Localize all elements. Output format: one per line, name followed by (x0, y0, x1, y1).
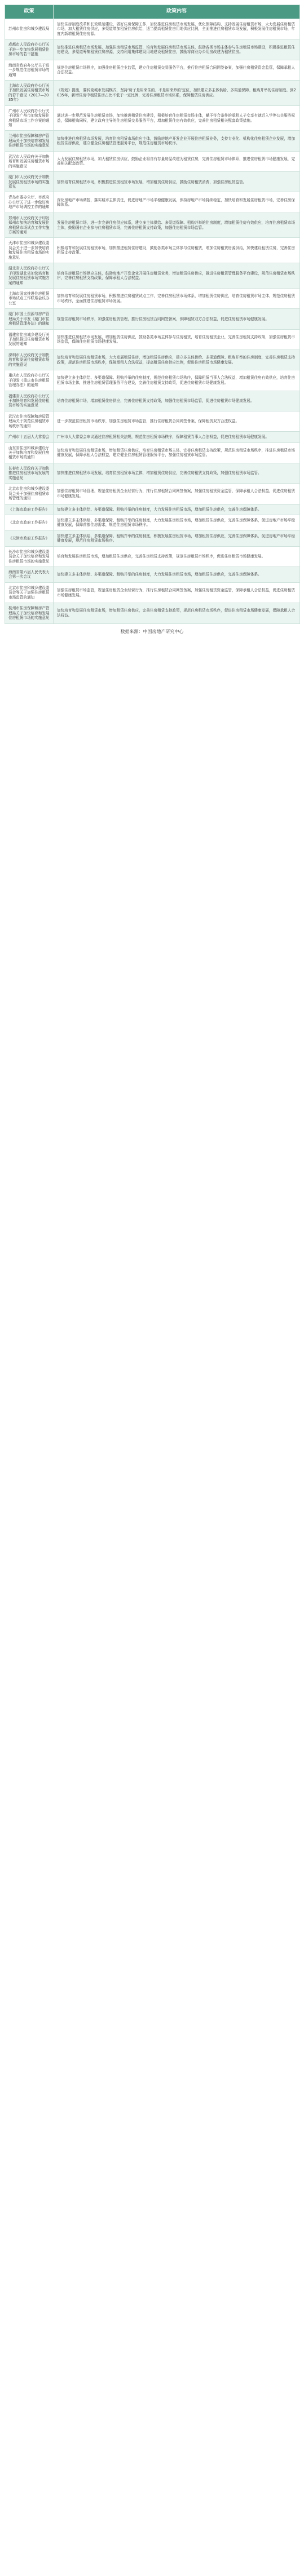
table-row (5, 603, 300, 623)
policy-content: 加快建立多主体供给、多渠道保障、租购并举的住房制度，积极发展住房租赁市场，增加租赁住房供应，完善住房保障体系，促进房地产市场平稳健康发展，规范住房租赁市场秩序。 (54, 530, 300, 546)
policy-document: 海南省政府办公厅关于进一步规范住房租赁市场的通知 (5, 60, 54, 80)
policy-content: 加快建立多主体供给、多渠道保障、租购并举的住房制度，大力发展住房租赁市场，增加租赁住房供应，完善住房保障体系，促进房地产市场平稳健康发展，保障首都住房需求，规范住房租赁市场秩序。 (54, 515, 300, 530)
policy-content: 发展住房租赁市场，进一步完善住房供应体系，建立多主体供给、多渠道保障、租购并举的住房制度，增加租赁住房有效供应，培育住房租赁市场主体，鼓励国有企业参与住房租赁市场，完善住房租赁支持政策，加强住房租赁市场监管。 (54, 213, 300, 238)
policy-content: 加快培育和发展住房租赁市场，增加租赁住房供应，完善住房租赁支持政策，规范住房租赁市场秩序，促进住房租赁市场健康发展，保障承租人合法权益。 (54, 603, 300, 623)
policy-document: 武汉市人民政府关于加快培育和发展住房租赁市场的实施意见 (5, 151, 54, 171)
table-row (5, 349, 300, 370)
policy-content: 加快建立多主体供给、多渠道保障、租购并举的住房制度，大力发展住房租赁市场，增加租赁住房供应，完善住房保障体系。 (54, 567, 300, 583)
policy-content: 加快培育住房租赁市场，积极推进住房租赁市场发展，增加租赁住房供应，鼓励住房租赁消费，加强住房租赁监管。 (54, 172, 300, 192)
policy-content: 加快住房制度改革和长效机制建设，做好住房保障工作，加快推进住房租赁市场发展，优化保障结构，支持发展住房租赁市场，大力发展住房租赁市场，加大租赁住房供应，多渠道增加租赁住房供给，适当提高租赁住房用地供应比例，全面推进住房租赁市场发展，积极发展住房租赁市场，年度内新增租赁住房房源。 (54, 19, 300, 39)
table-row (5, 19, 300, 39)
table-row (5, 80, 300, 105)
policy-content: 加强住房租赁市场监管，规范住房租赁企业经营行为，推行住房租赁合同网签备案，加强住房租赁资金监管，保障承租人合法权益，促进住房租赁市场健康发展。 (54, 582, 300, 603)
policy-content: 深化房地产市场调控，落实城市主体责任，促进房地产市场平稳健康发展，保持房地产市场持续稳定，加快培育和发展住房租赁市场，完善住房保障体系。 (54, 192, 300, 213)
policy-content: 《规划》提出，要转变城市发展模式，坚持‘房子是用来住的、不是用来炒的’定位，加快建立多主体供给、多渠道保障、租购并举的住房制度。到2035年，新增住房中租赁住房占比不低于一定比例，完善住房租赁市场体系，保障租赁住房供应。 (54, 80, 300, 105)
policy-content: 加强住房租赁市场管理，规范住房租赁企业经营行为，推行住房租赁合同网签备案，加强住房租赁资金监管，保障承租人合法权益，促进住房租赁市场健康发展。 (54, 484, 300, 504)
policy-content: 加快培育和发展住房租赁市场，积极推进住房租赁试点工作，完善住房租赁市场体系，增加租赁住房供应，培育住房租赁市场主体，规范住房租赁市场秩序，全面推进住房租赁市场发展。 (54, 288, 300, 308)
table-row (5, 192, 300, 213)
table-row (5, 567, 300, 583)
policy-content: 广州市人大常委会审议通过住房租赁相关法规，规范住房租赁市场秩序，保障租赁当事人合法权益，促进住房租赁市场健康发展。 (54, 432, 300, 442)
table-row (5, 411, 300, 431)
table-row (5, 39, 300, 60)
policy-document: 广州市十五届人大常委会 (5, 432, 54, 442)
table-row (5, 432, 300, 442)
policy-document: 深圳市人民政府关于加快培育和发展住房租赁市场的实施意见 (5, 349, 54, 370)
policy-content: 培育住房租赁市场，增加租赁住房供应，完善住房租赁支持政策，加强住房租赁市场监管，促进住房租赁市场健康发展。 (54, 391, 300, 411)
policy-document: 长沙市住房和城乡建设委员会关于加快培育和发展住房租赁市场的实施意见 (5, 546, 54, 566)
table-row (5, 504, 300, 515)
source-note: 数据来源：中国房地产研究中心 (120, 628, 184, 634)
policy-table (5, 5, 300, 624)
policy-content: 培育住房租赁市场供应主体，鼓励房地产开发企业开展住房租赁业务，增加租赁住房供应，推进住房租赁管理服务平台建设，规范住房租赁市场秩序，完善住房租赁支持政策，保障承租人合法权益。 (54, 263, 300, 289)
table-row (5, 463, 300, 483)
policy-content: 加快培育和发展住房租赁市场，大力发展租赁住房，增加租赁住房供应，建立多主体供给、多渠道保障、租购并举的住房制度，完善住房租赁支持政策，规范住房租赁市场秩序，保障承租人合法权益，提高租赁住房供应比例，促进住房租赁市场健康发展。 (54, 349, 300, 370)
table-row (5, 329, 300, 349)
policy-content: 加快推进住房租赁市场发展，加强住房租赁市场监管，培育和发展住房租赁市场主体，鼓励各类市场主体参与住房租赁市场建设，积极推进租赁住房建设，多渠道筹集租赁住房房源，支持利用集体建设用地建设租赁住房，鼓励将商业办公用房改建为租赁住房。 (54, 39, 300, 60)
table-row (5, 151, 300, 171)
policy-rows (5, 19, 300, 624)
policy-content: 加快推进住房租赁市场发展，增加租赁住房供应，鼓励各类市场主体参与住房租赁，培育住房租赁企业，完善住房租赁支持政策，加强住房租赁市场监管，保障住房租赁市场健康发展。 (54, 329, 300, 349)
policy-content: 加快培育和发展住房租赁市场，增加租赁住房供应，培育住房租赁市场主体，完善住房租赁支持政策，规范住房租赁市场秩序，推进住房租赁市场健康发展，保障承租人合法权益，建立健全住房租赁管理服务平台，加强住房租赁市场监管。 (54, 442, 300, 463)
policy-content: 加快推进住房租赁市场发展，培育住房租赁市场供应主体，鼓励房地产开发企业开展住房租赁业务，支持专业化、机构化住房租赁企业发展，增加租赁住房供应，建立健全住房租赁管理服务平台，规范住房租赁市场秩序。 (54, 131, 300, 151)
policy-content: 加快推进住房租赁市场发展，培育住房租赁市场主体，增加租赁住房供应，完善住房租赁支持政策，加强住房租赁市场监管。 (54, 463, 300, 483)
policy-document: 杭州市住房保障和房产管理局关于加快培育和发展住房租赁市场的实施意见 (5, 603, 54, 623)
policy-document: 海南省第六届人民代表大会第一次会议 (5, 567, 54, 583)
policy-document: 山东省住房和城乡建设厅关于加快培育和发展住房租赁市场的通知 (5, 442, 54, 463)
policy-document: 北京市住房和城乡建设委员会关于加强住房租赁市场管理的通知 (5, 484, 54, 504)
table-row (5, 105, 300, 131)
policy-content: 积极培育和发展住房租赁市场，加快推进租赁住房建设，鼓励各类市场主体参与住房租赁，增加住房租赁房源供给，加快建设租赁住房，完善住房租赁支持政策。 (54, 238, 300, 263)
policy-document: 北京市住房和城乡建设委员会等关于加强住房租赁市场监管的通知 (5, 582, 54, 603)
policy-document: 重庆市人民政府办公厅关于印发《重庆市住房租赁管理办法》的通知 (5, 370, 54, 391)
table-row (5, 131, 300, 151)
policy-document: 青岛市委办公厅、市政府办公厅关于进一步做好房地产市场调控工作的通知 (5, 192, 54, 213)
table-row (5, 546, 300, 566)
policy-content: 通过进一步规范发展住房租赁市场，加快推进租赁住房建设，积极培育住房租赁市场主体，赋予符合条件的承租人子女享有就近入学等公共服务权益，保障租购同权，建立政府主导的住房租赁交易服务平台，增加租赁住房有效供应，完善住房租赁相关配套政策措施。 (54, 105, 300, 131)
header-content: 政策内容 (54, 5, 300, 19)
policy-document: 广州市人民政府办公厅关于印发广州市加快发展住房租赁市场工作方案的通知 (5, 105, 54, 131)
table-row (5, 442, 300, 463)
table-row (5, 238, 300, 263)
header-row (5, 5, 300, 19)
policy-document: 天津市住房和城乡建设委员会关于进一步加快培育和发展住房租赁市场的实施意见 (5, 238, 54, 263)
table-row (5, 172, 300, 192)
policy-document: 上海市国家推进住房租赁市场试点工作联席会议办公室 (5, 288, 54, 308)
policy-content: 大力发展住房租赁市场，加大租赁住房供应，鼓励企业将自有存量房屋改建为租赁住房，完善住房租赁市场体系，推进住房租赁市场健康发展，完善相关配套政策。 (54, 151, 300, 171)
table-row (5, 484, 300, 504)
policy-document: 福建省人民政府办公厅关于加快培育和发展住房租赁市场的实施意见 (5, 391, 54, 411)
table-row (5, 213, 300, 238)
policy-document: 郑州市人民政府关于印发郑州市加快培育和发展住房租赁市场试点工作实施方案的通知 (5, 213, 54, 238)
table-row (5, 370, 300, 391)
policy-content: 加快建立多主体供给、多渠道保障、租购并举的住房制度，大力发展住房租赁市场，增加租赁住房供应，完善住房保障体系。 (54, 504, 300, 515)
table-row (5, 288, 300, 308)
policy-document: 上海市人民政府办公厅关于加快发展住房租赁市场的若干意见（2017—2035年） (5, 80, 54, 105)
policy-content: 加快建立多主体供给、多渠道保障、租购并举的住房制度，规范住房租赁市场秩序，保障租赁当事人合法权益，增加租赁住房有效供应，培育住房租赁市场主体，推进住房租赁管理服务平台建设，完善住房租赁支持政策，促进住房租赁市场健康发展。 (54, 370, 300, 391)
policy-document: 苏州市住房和城乡建设局 (5, 19, 54, 39)
policy-document: 厦门市人民政府关于加快发展住房租赁市场的实施意见 (5, 172, 54, 192)
policy-document: 厦门市国土资源与房产管理局关于印发《厦门市住房租赁管理办法》的通知 (5, 309, 54, 329)
policy-document: 福建省住房城乡建设厅关于加快推进住房租赁市场发展的通知 (5, 329, 54, 349)
policy-document: 武汉市住房保障和房屋管理局关于规范住房租赁市场秩序的通知 (5, 411, 54, 431)
policy-content: 规范住房租赁市场秩序，加强住房租赁管理，推行住房租赁合同网签备案，保障租赁双方合法权益，促进住房租赁市场健康发展。 (54, 309, 300, 329)
policy-document: 湖北省人民政府办公厅关于印发湖北省加快培育和发展住房租赁市场实施方案的通知 (5, 263, 54, 289)
policy-document: 《北京市政府工作报告》 (5, 515, 54, 530)
table-row (5, 515, 300, 530)
table-row (5, 60, 300, 80)
table-row (5, 263, 300, 289)
policy-content: 规范住房租赁市场秩序，加强住房租赁企业监管，建立住房租赁交易服务平台，推行住房租赁合同网签备案，加强住房租赁资金监管，保障承租人合法权益。 (54, 60, 300, 80)
table-row (5, 582, 300, 603)
policy-document: 长春市人民政府关于加快推进住房租赁市场发展的实施意见 (5, 463, 54, 483)
policy-content: 培育和发展住房租赁市场，增加租赁住房供应，完善住房租赁支持政策，规范住房租赁市场秩序，促进住房租赁市场健康发展。 (54, 546, 300, 566)
table-row (5, 391, 300, 411)
table-row (5, 309, 300, 329)
policy-document: 《天津市政府工作报告》 (5, 530, 54, 546)
header-policy: 政策 (5, 5, 54, 19)
table-row (5, 530, 300, 546)
policy-content: 进一步规范住房租赁市场秩序，加强住房租赁市场监管，推行住房租赁合同网签备案，保障租赁双方合法权益。 (54, 411, 300, 431)
policy-document: 兰州市住房保障和房产管理局关于加快培育和发展住房租赁市场的实施意见 (5, 131, 54, 151)
policy-document: 成都市人民政府办公厅关于进一步加快发展租赁住房市场的若干措施 (5, 39, 54, 60)
policy-document: 《上海市政府工作报告》 (5, 504, 54, 515)
